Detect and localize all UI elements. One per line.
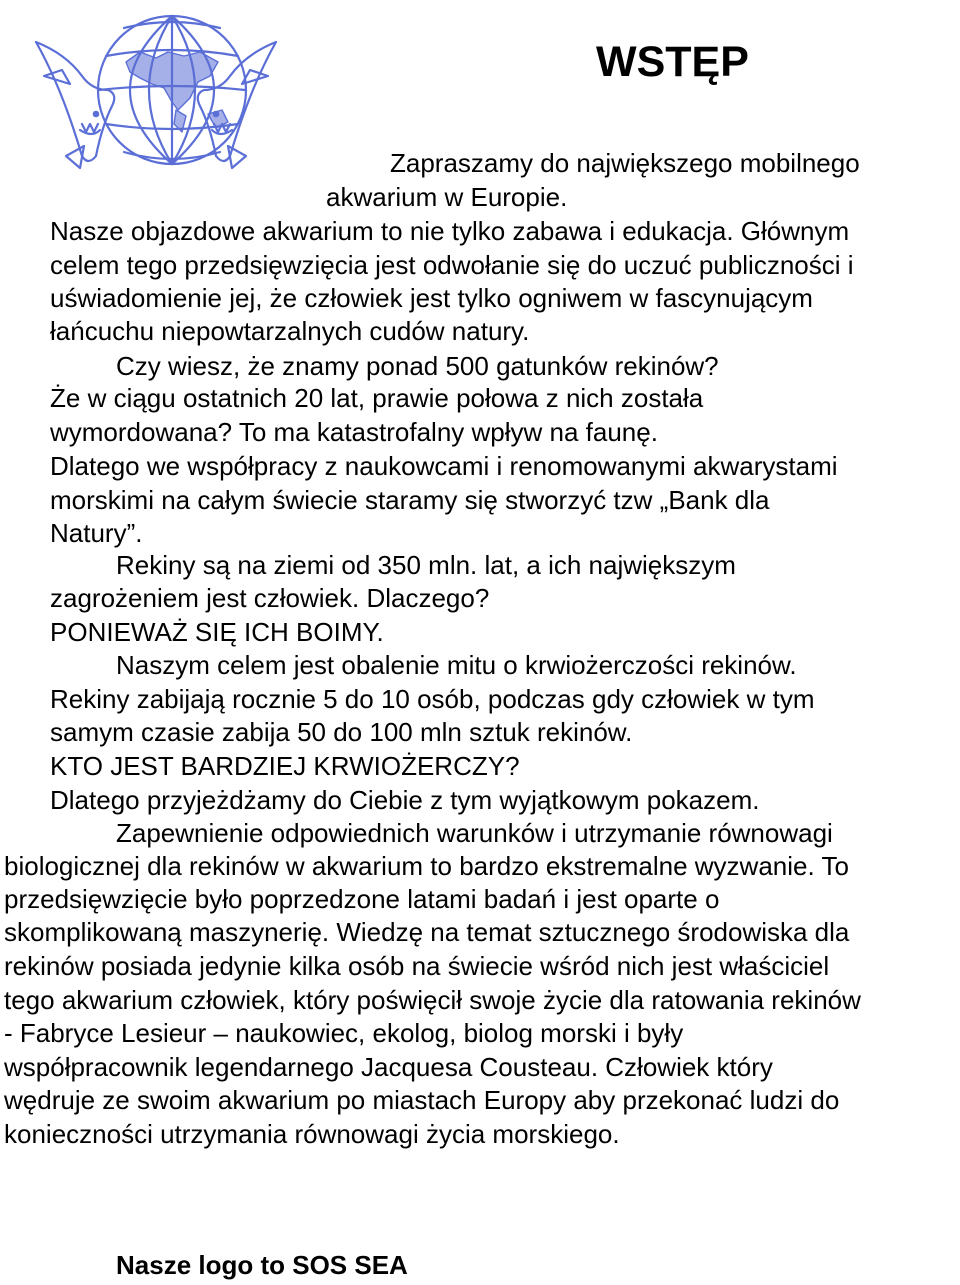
text-line: zagrożeniem jest człowiek. Dlaczego? [50, 583, 490, 613]
text-line: tego akwarium człowiek, który poświęcił swoje życie dla ratowania rekinów [4, 985, 861, 1015]
text-line: Rekiny zabijają rocznie 5 do 10 osób, podczas gdy człowiek w tym [50, 684, 815, 714]
text-line: morskimi na całym świecie staramy się stworzyć tzw „Bank dla [50, 485, 770, 515]
text-line: rekinów posiada jedynie kilka osób na świecie wśród nich jest właściciel [4, 951, 830, 981]
text-line: Nasze objazdowe akwarium to nie tylko zabawa i edukacja. Głównym [50, 216, 850, 246]
text-line: Naszym celem jest obalenie mitu o krwiożerczości rekinów. [116, 650, 797, 680]
text-line: samym czasie zabija 50 do 100 mln sztuk rekinów. [50, 717, 633, 747]
text-line: konieczności utrzymania równowagi życia morskiego. [4, 1119, 620, 1149]
text-line: Dlatego przyjeżdżamy do Ciebie z tym wyjątkowym pokazem. [50, 785, 760, 815]
text-line: - Fabryce Lesieur – naukowiec, ekolog, biolog morski i były [4, 1018, 684, 1048]
sos-sea-logo [22, 6, 290, 192]
text-line: wędruje ze swoim akwarium po miastach Europy aby przekonać ludzi do [4, 1085, 840, 1115]
text-line: Czy wiesz, że znamy ponad 500 gatunków rekinów? [116, 351, 719, 381]
text-line: Że w ciągu ostatnich 20 lat, prawie połowa z nich została [50, 383, 704, 413]
text-line: wymordowana? To ma katastrofalny wpływ na faunę. [50, 417, 658, 447]
text-line: Rekiny są na ziemi od 350 mln. lat, a ich największym [116, 550, 736, 580]
text-line: Dlatego we współpracy z naukowcami i renomowanymi akwarystami [50, 451, 838, 481]
text-line: KTO JEST BARDZIEJ KRWIOŻERCZY? [50, 751, 520, 781]
text-line: uświadomienie jej, że człowiek jest tylko ogniwem w fascynującym [50, 283, 813, 313]
text-line: współpracownik legendarnego Jacquesa Cousteau. Człowiek który [4, 1052, 773, 1082]
text-line: celem tego przedsięwzięcia jest odwołanie się do uczuć publiczności i [50, 250, 854, 280]
page-title: WSTĘP [596, 38, 749, 86]
text-line: PONIEWAŻ SIĘ ICH BOIMY. [50, 617, 384, 647]
text-line: Zapewnienie odpowiednich warunków i utrzymanie równowagi [116, 818, 833, 848]
text-line: skomplikowaną maszynerię. Wiedzę na temat sztucznego środowiska dla [4, 917, 850, 947]
text-line: akwarium w Europie. [326, 182, 568, 212]
text-line: Zapraszamy do największego mobilnego [390, 148, 860, 178]
text-line: łańcuchu niepowtarzalnych cudów natury. [50, 316, 530, 346]
text-line: biologicznej dla rekinów w akwarium to bardzo ekstremalne wyzwanie. To [4, 851, 849, 881]
text-line: przedsięwzięcie było poprzedzone latami badań i jest oparte o [4, 884, 720, 914]
footer-caption: Nasze logo to SOS SEA [116, 1250, 408, 1280]
text-line: Natury”. [50, 518, 143, 548]
